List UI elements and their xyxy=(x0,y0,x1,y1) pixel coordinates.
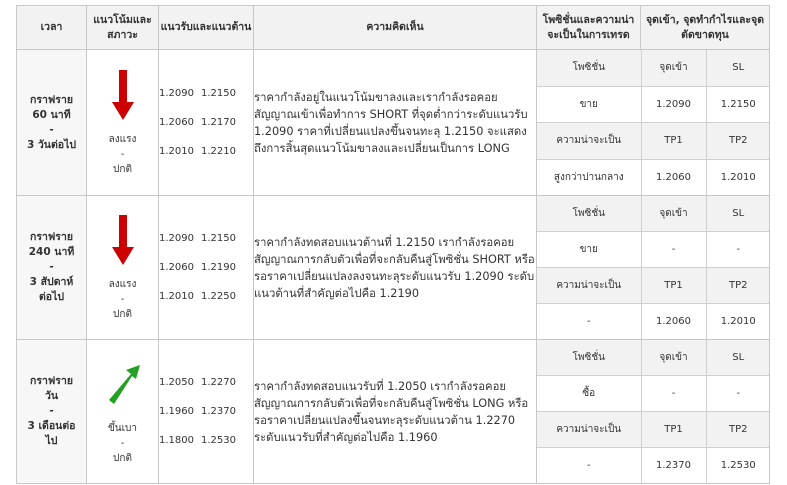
resistance-value: 1.2170 xyxy=(201,117,236,128)
trade-grid-value: ความน่าจะเป็น xyxy=(537,412,641,448)
support-resistance-cell xyxy=(159,340,254,484)
trade-grid-value: SL xyxy=(706,50,770,86)
trade-grid-row xyxy=(537,340,770,376)
resistance-value: 1.2190 xyxy=(201,262,236,273)
trade-grid-value: TP1 xyxy=(641,412,706,448)
support-value: 1.1800 xyxy=(159,435,194,446)
sr-level-row xyxy=(159,108,253,137)
trade-grid-value: ขาย xyxy=(537,232,641,268)
resistance-value: 1.2150 xyxy=(201,88,236,99)
timeframe-cell xyxy=(17,340,87,484)
timeframe-cell xyxy=(17,50,87,196)
trend-label: ลงแรง xyxy=(108,134,137,145)
arrow-down-icon xyxy=(103,213,143,267)
support-value: 1.2060 xyxy=(159,117,194,128)
header-support-resistance: แนวรับและแนวต้าน xyxy=(159,6,254,50)
sr-level-row xyxy=(159,368,253,397)
support-resistance-cell xyxy=(159,50,254,196)
support-value: 1.2090 xyxy=(159,233,194,244)
header-levels: จุดเข้า, จุดทำกำไรและจุดตัดขาดทุน xyxy=(641,6,770,50)
trade-grid-value: - xyxy=(706,376,770,412)
trade-grid-value: 1.2010 xyxy=(706,159,770,195)
trade-grid-row xyxy=(537,412,770,448)
trade-grid-row xyxy=(537,196,770,232)
sr-level-row xyxy=(159,137,253,166)
trend-label: ปกติ xyxy=(113,453,132,464)
trade-grid-value: - xyxy=(641,232,706,268)
timeframe-line: กราฟราย xyxy=(29,231,73,243)
trend-label: ลงแรง xyxy=(108,279,137,290)
trend-label: - xyxy=(120,438,125,449)
trade-grid-row xyxy=(537,232,770,268)
support-value: 1.1960 xyxy=(159,406,194,417)
timeframe-line: - xyxy=(49,405,54,417)
support-value: 1.2060 xyxy=(159,262,194,273)
timeframe-line: 60 นาที xyxy=(32,108,71,121)
trade-grid-value: TP2 xyxy=(706,268,770,304)
trade-grid-value: ซื้อ xyxy=(537,376,641,412)
timeframe-line: ไป xyxy=(45,435,58,447)
trade-grid-row xyxy=(537,376,770,412)
comment-text: ราคากำลังทดสอบแนวต้านที่ 1.2150 เรากำลังรอคอยสัญญาณการกลับตัวเพื่อที่จะกลับคืนสู่โพซิชั่น SHORT หรือรอราคาเปลี่ยนแปลงลงจนทะลุระดับแนวรับ 1.2090 ระดับแนวต้านที่สำคัญต่อไปคือ 1.2190 xyxy=(254,196,537,340)
trade-grid xyxy=(537,50,770,195)
trend-label: ขึ้นเบา xyxy=(107,423,138,434)
support-resistance-cell xyxy=(159,196,254,340)
trade-grid-value: TP1 xyxy=(641,268,706,304)
support-value: 1.2090 xyxy=(159,88,194,99)
trade-grid-row xyxy=(537,268,770,304)
trade-grid-value: - xyxy=(586,316,591,327)
trend-cell xyxy=(87,50,159,196)
trend-label: - xyxy=(120,149,125,160)
trade-grid-value: - xyxy=(641,376,706,412)
trade-grid-value: SL xyxy=(706,340,770,376)
trade-grid-value: โพซิชั่น xyxy=(537,340,641,376)
trade-grid-value: 1.2530 xyxy=(706,448,770,484)
timeframe-line: 3 วันต่อไป xyxy=(26,138,77,151)
trade-grid-cell xyxy=(537,50,770,196)
sr-level-row xyxy=(159,79,253,108)
trade-grid-value: - xyxy=(706,232,770,268)
trend-cell xyxy=(87,196,159,340)
header-position: โพซิชั่นและความน่าจะเป็นในการเทรด xyxy=(537,6,641,50)
support-value: 1.2010 xyxy=(159,146,194,157)
resistance-value: 1.2250 xyxy=(201,291,236,302)
trade-grid-value: โพซิชั่น xyxy=(537,50,641,86)
trade-grid-cell xyxy=(537,196,770,340)
trade-grid-value: 1.2010 xyxy=(706,304,770,340)
trade-grid-row xyxy=(537,159,770,195)
analysis-table xyxy=(16,5,770,484)
resistance-value: 1.2530 xyxy=(201,435,236,446)
comment-text: ราคากำลังทดสอบแนวรับที่ 1.2050 เรากำลังรอคอยสัญญาณการกลับตัวเพื่อที่จะกลับคืนสู่โพซิชั่น LONG หรือรอราคาเปลี่ยนแปลงขึ้นจนทะลุระดับแนวต้าน 1.2270 ระดับแนวรับที่สำคัญต่อไปคือ 1.1960 xyxy=(254,340,537,484)
timeframe-line: 3 เดือนต่อ xyxy=(27,420,76,432)
trade-grid-value: - xyxy=(586,460,591,471)
header-row xyxy=(17,6,770,50)
trade-grid-value: จุดเข้า xyxy=(641,50,706,86)
trade-grid-value: โพซิชั่น xyxy=(537,196,641,232)
trade-grid-row xyxy=(537,448,770,484)
timeframe-line: 3 สัปดาห์ xyxy=(29,276,74,288)
trade-grid-value: สูงกว่าปานกลาง xyxy=(553,171,624,183)
header-time: เวลา xyxy=(17,6,87,50)
timeframe-line: กราฟราย xyxy=(29,375,73,387)
support-value: 1.2010 xyxy=(159,291,194,302)
sr-level-row xyxy=(159,397,253,426)
arrow-up-right-icon xyxy=(103,357,143,411)
sr-level-row xyxy=(159,426,253,455)
sr-level-row xyxy=(159,224,253,253)
trade-grid-cell xyxy=(537,340,770,484)
header-trend: แนวโน้มและสภาวะ xyxy=(87,6,159,50)
trade-grid-value: ความน่าจะเป็น xyxy=(537,123,641,160)
timeframe-line: วัน xyxy=(44,390,59,402)
trend-label: ปกติ xyxy=(113,309,132,320)
trend-cell xyxy=(87,340,159,484)
comment-text: ราคากำลังอยู่ในแนวโน้มขาลงและเรากำลังรอคอยสัญญาณเข้าเพื่อทำการ SHORT ที่จุดต่ำกว่าระดับแนวรับ 1.2090 ราคาที่เปลี่ยนแปลงขึ้นจนทะลุ 1.2150 จะแสดงถึงการสิ้นสุดแนวโน้มขาลงและเปลี่ยนเป็นการ LONG xyxy=(254,50,537,196)
trade-grid-value: TP1 xyxy=(641,123,706,160)
trade-grid-value: 1.2060 xyxy=(641,159,706,195)
timeframe-cell xyxy=(17,196,87,340)
trade-grid xyxy=(537,340,770,483)
trade-grid-value: 1.2060 xyxy=(641,304,706,340)
timeframe-line: 240 นาที xyxy=(28,246,75,258)
trade-grid-value: TP2 xyxy=(706,123,770,160)
trade-grid-value: ความน่าจะเป็น xyxy=(537,268,641,304)
trade-grid-row xyxy=(537,304,770,340)
timeframe-line: - xyxy=(49,123,54,136)
header-comment: ความคิดเห็น xyxy=(254,6,537,50)
sr-level-row xyxy=(159,282,253,311)
trade-grid-row xyxy=(537,86,770,123)
trade-grid-value: SL xyxy=(706,196,770,232)
trend-label: - xyxy=(120,294,125,305)
resistance-value: 1.2370 xyxy=(201,406,236,417)
trend-label: ปกติ xyxy=(113,164,132,175)
trade-grid-value: TP2 xyxy=(706,412,770,448)
timeframe-row xyxy=(17,340,770,484)
trade-grid xyxy=(537,196,770,339)
trade-grid-value: จุดเข้า xyxy=(641,340,706,376)
timeframe-row xyxy=(17,50,770,196)
timeframe-row xyxy=(17,196,770,340)
resistance-value: 1.2150 xyxy=(201,233,236,244)
timeframe-line: - xyxy=(49,261,54,273)
timeframe-line: กราฟราย xyxy=(29,93,73,106)
timeframe-line: ต่อไป xyxy=(38,291,65,303)
trade-grid-value: 1.2370 xyxy=(641,448,706,484)
resistance-value: 1.2210 xyxy=(201,146,236,157)
trade-grid-value: 1.2150 xyxy=(706,86,770,123)
trade-grid-row xyxy=(537,123,770,160)
support-value: 1.2050 xyxy=(159,377,194,388)
trade-grid-value: ขาย xyxy=(537,86,641,123)
trade-grid-value: จุดเข้า xyxy=(641,196,706,232)
trade-grid-value: 1.2090 xyxy=(641,86,706,123)
arrow-down-icon xyxy=(103,68,143,122)
trade-grid-row xyxy=(537,50,770,86)
sr-level-row xyxy=(159,253,253,282)
resistance-value: 1.2270 xyxy=(201,377,236,388)
